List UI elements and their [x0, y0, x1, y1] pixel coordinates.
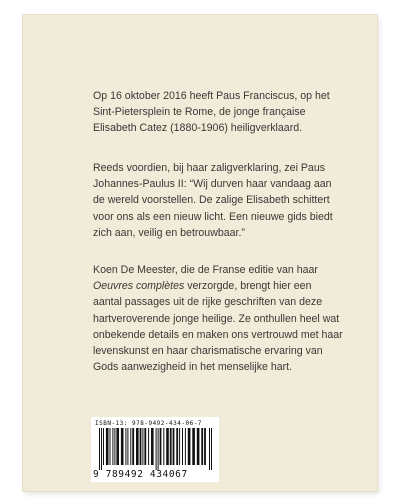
barcode-bar	[179, 428, 180, 465]
isbn-label: ISBN-13: 978-9492-434-06-7	[95, 420, 202, 427]
barcode-bar	[176, 428, 178, 465]
barcode-bar	[192, 428, 195, 465]
editor-paragraph-end: verzorgde, brengt hier een aantal passages uit de rijke geschriften van deze hartveroverende jonge heilige. Ze onthullen heel wat onbekende details en maken ons vertrouwd met haar levenskunst en haar charismatische ervaring van Gods aanwezigheid in het menselijke hart.	[93, 280, 343, 374]
barcode-bar	[132, 428, 134, 465]
barcode-bar	[116, 428, 119, 465]
barcode-bar	[185, 428, 186, 465]
barcode-bar	[142, 428, 143, 465]
intro-paragraph: Op 16 oktober 2016 heeft Paus Franciscus, op het Sint-Pietersplein te Rome, de jonge française Elisabeth Catez (1880-1906) heiligverklaard.	[93, 90, 330, 135]
barcode-bar	[110, 428, 111, 465]
barcode-bar	[136, 428, 139, 465]
barcode-bar	[140, 428, 142, 465]
barcode	[91, 417, 219, 482]
barcode-bars	[95, 428, 215, 470]
barcode-bar	[121, 428, 124, 465]
barcode-bar	[148, 428, 149, 465]
barcode-bar	[188, 428, 191, 465]
book-title-italic: Oeuvres complètes	[93, 280, 185, 293]
barcode-bar	[151, 428, 154, 465]
barcode-bar	[114, 428, 115, 465]
barcode-bar	[156, 428, 157, 470]
barcode-bar	[211, 428, 212, 470]
barcode-bar	[158, 428, 159, 470]
barcode-bar	[144, 428, 146, 465]
barcode-bar	[99, 428, 100, 470]
barcode-bar	[170, 428, 172, 465]
barcode-bar	[173, 428, 175, 465]
barcode-bar	[163, 428, 164, 465]
barcode-bar	[125, 428, 126, 465]
editor-paragraph-start: Koen De Meester, die de Franse editie van haar	[93, 264, 318, 276]
barcode-bar	[182, 428, 183, 465]
barcode-bar	[112, 428, 113, 465]
barcode-bar	[201, 428, 203, 465]
editor-paragraph	[93, 262, 343, 375]
barcode-bar	[166, 428, 169, 465]
barcode-bar	[101, 428, 102, 470]
barcode-bar	[106, 428, 109, 465]
barcode-bar	[127, 428, 128, 465]
barcode-bar	[103, 428, 104, 465]
barcode-bar	[209, 428, 210, 470]
barcode-bar	[197, 428, 200, 465]
barcode-digits: 9 789492 434067	[93, 469, 188, 480]
barcode-bar	[204, 428, 206, 465]
barcode-bar	[130, 428, 131, 465]
barcode-bar	[160, 428, 162, 465]
quote-paragraph: Reeds voordien, bij haar zaligverklaring, zei Paus Johannes-Paulus II: “Wij durven haar vandaag aan de wereld voorstellen. De zalige Elisabeth schittert voor ons als een nieuw licht. Een nieuwe gids biedt zich aan, veilig en betrouwbaar.”	[93, 162, 333, 239]
